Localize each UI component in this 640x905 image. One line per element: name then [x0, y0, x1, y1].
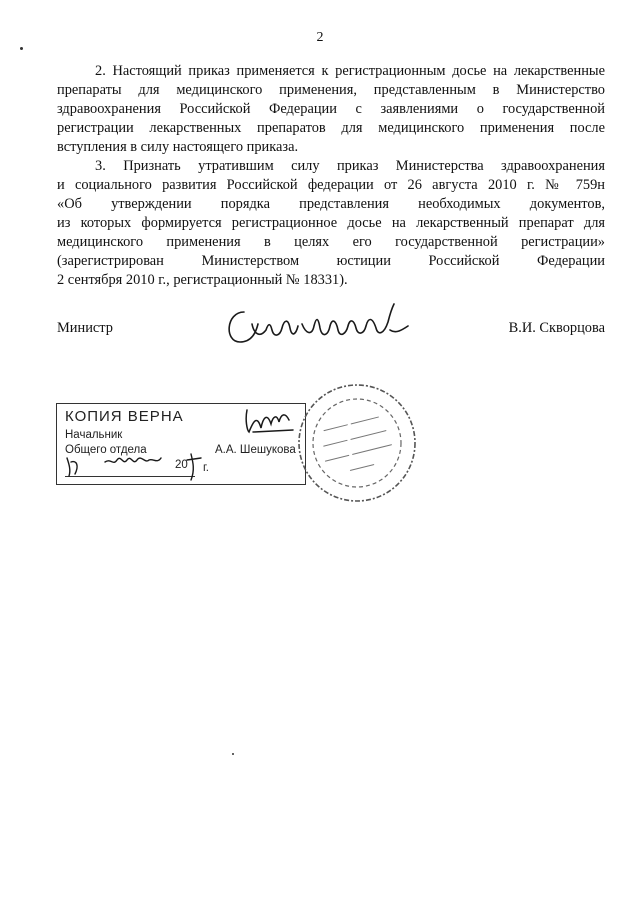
scan-speck — [20, 47, 23, 50]
minister-title: Министр — [57, 320, 113, 336]
signature-block — [57, 320, 605, 360]
copy-stamp-year-prefix: 20 — [175, 459, 188, 471]
paragraph-2 — [57, 62, 605, 157]
scan-speck — [232, 753, 234, 755]
text-line: 3. Признать утратившим силу приказ Министерства здравоохранения — [95, 158, 605, 174]
paragraph-3 — [57, 157, 605, 290]
copy-stamp-department: Общего отдела — [65, 444, 147, 456]
handwritten-signature — [222, 300, 422, 355]
text-line: 2. Настоящий приказ применяется к регистрационным досье на лекарственные — [95, 63, 605, 79]
minister-name: В.И. Скворцова — [508, 320, 605, 336]
handwritten-date-and-initials — [57, 404, 305, 484]
text-line: здравоохранения Российской Федерации с заявлениями о государственной — [57, 101, 605, 117]
page-number: 2 — [316, 30, 324, 45]
text-line: препараты для медицинского применения, представленным в Министерство — [57, 82, 605, 98]
text-line: вступления в силу настоящего приказа. — [57, 139, 299, 155]
text-line: и социального развития Российской федерации от 26 августа 2010 г. № 759н — [57, 177, 605, 193]
text-line: медицинского применения в целях его государственной регистрации» — [57, 234, 605, 250]
copy-stamp-year-suffix: г. — [203, 462, 209, 474]
copy-stamp-title: КОПИЯ ВЕРНА — [65, 408, 184, 425]
text-line: «Об утверждении порядка представления необходимых документов, — [57, 196, 605, 212]
text-line: (зарегистрирован Министерством юстиции Российской Федерации — [57, 253, 605, 269]
text-line: регистрации лекарственных препаратов для медицинского применения после — [57, 120, 605, 136]
text-line: 2 сентября 2010 г., регистрационный № 18331). — [57, 272, 348, 288]
text-line: из которых формируется регистрационное досье на лекарственный препарат для — [57, 215, 605, 231]
round-seal-stamp — [292, 378, 422, 508]
copy-stamp-role: Начальник — [65, 429, 123, 441]
order-body-text — [57, 62, 605, 290]
copy-certified-stamp — [56, 403, 306, 485]
copy-stamp-fio: А.А. Шешукова — [215, 444, 296, 456]
